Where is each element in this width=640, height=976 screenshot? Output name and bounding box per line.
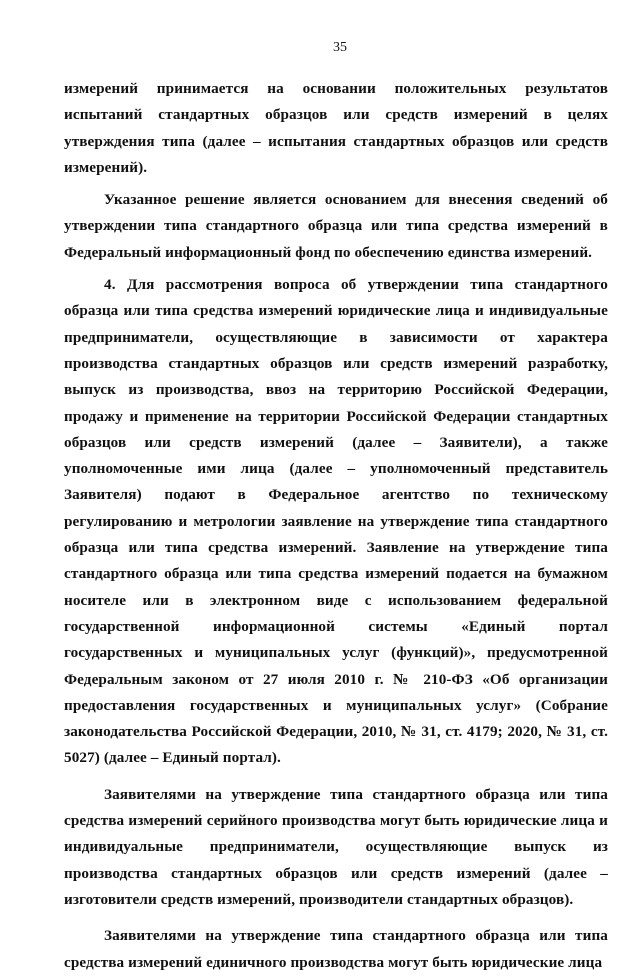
paragraph-3: 4. Для рассмотрения вопроса об утверждении типа стандартного образца или типа средства измерений юридические лица и индивидуальные предприниматели, осуществляющие в зависимости от характера производства стандартных образцов или средств измерений разработку, выпуск из производства, ввоз на территорию Российской Федерации, продажу и применение на территории Российской Федерации стандартных образцов или средств измерений (далее – Заявители), а также уполномоченные ими лица (далее – уполномоченный представитель Заявителя) подают в Федеральное агентство по техническому регулированию и метрологии заявление на утверждение типа стандартного образца или типа средства измерений. Заявление на утверждение типа стандартного образца или типа средства измерений подается на бумажном носителе или в электронном виде с использованием федеральной государственной информационной системы «Единый портал государственных и муниципальных услуг (функций)», предусмотренной Федеральным законом от 27 июля 2010 г. № 210-ФЗ «Об организации предоставления государственных и муниципальных услуг» (Собрание законодательства Российской Федерации, 2010, № 31, ст. 4179; 2020, № 31, ст. 5027) (далее – Единый портал). <box>64 276 608 767</box>
page-number: 35 <box>333 40 347 55</box>
paragraph-4: Заявителями на утверждение типа стандартного образца или типа средства измерений серийного производства могут быть юридические лица и индивидуальные предприниматели, осуществляющие выпуск из производства стандартных образцов или средств измерений (далее – изготовители средств измерений, производители стандартных образцов). <box>64 785 608 908</box>
paragraph-1: измерений принимается на основании положительных результатов испытаний стандартных образцов или средств измерений в целях утверждения типа (далее – испытания стандартных образцов или средств измерений). <box>64 80 608 176</box>
paragraph-5: Заявителями на утверждение типа стандартного образца или типа средства измерений единичного производства могут быть юридические лица <box>64 927 608 971</box>
paragraph-2: Указанное решение является основанием для внесения сведений об утверждении типа стандартного образца или типа средства измерений в Федеральный информационный фонд по обеспечению единства измерений. <box>64 191 608 261</box>
